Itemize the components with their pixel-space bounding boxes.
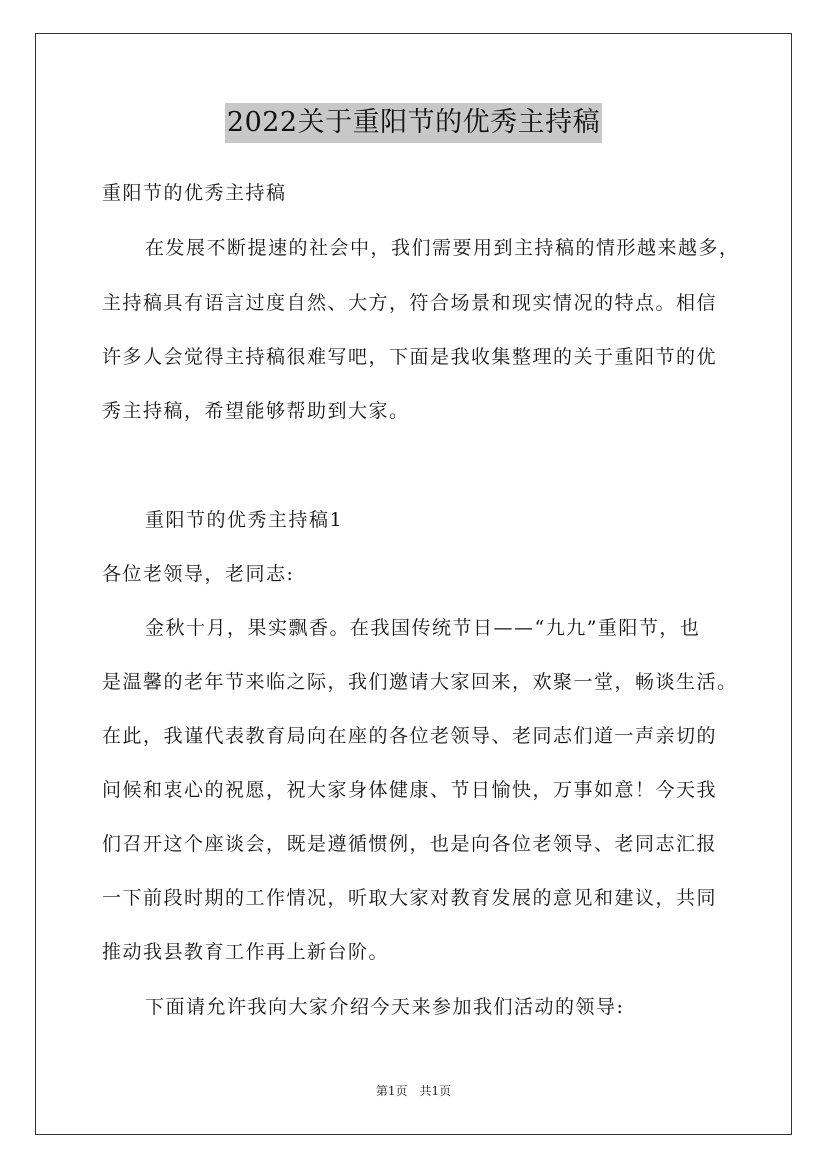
title-container <box>0 103 827 143</box>
paragraph-line: 下面请允许我向大家介绍今天来参加我们活动的领导: <box>145 996 625 1018</box>
page-footer: 第1页 共1页 <box>375 1084 452 1098</box>
paragraph-line: 金秋十月，果实飘香。在我国传统节日——“九九”重阳节，也 <box>145 617 701 639</box>
paragraph-line: 问候和衷心的祝愿，祝大家身体健康、节日愉快，万事如意！今天我 <box>102 779 718 801</box>
paragraph-line: 推动我县教育工作再上新台阶。 <box>102 941 390 963</box>
paragraph-line: 一下前段时期的工作情况，听取大家对教育发展的意见和建议，共同 <box>102 887 718 909</box>
paragraph-line: 是温馨的老年节来临之际，我们邀请大家回来，欢聚一堂，畅谈生活。 <box>102 671 738 693</box>
document-title: 2022关于重阳节的优秀主持稿 <box>225 103 602 143</box>
section-heading: 重阳节的优秀主持稿1 <box>145 509 344 531</box>
paragraph-line: 主持稿具有语言过度自然、大方，符合场景和现实情况的特点。相信 <box>102 292 718 314</box>
salutation-line: 各位老领导，老同志: <box>102 563 295 585</box>
paragraph-line: 在发展不断提速的社会中，我们需要用到主持稿的情形越来越多， <box>145 237 740 259</box>
subtitle-line: 重阳节的优秀主持稿 <box>102 182 287 204</box>
paragraph-line: 们召开这个座谈会，既是遵循惯例，也是向各位老领导、老同志汇报 <box>102 833 718 855</box>
paragraph-line: 在此，我谨代表教育局向在座的各位老领导、老同志们道一声亲切的 <box>102 725 718 747</box>
paragraph-line: 许多人会觉得主持稿很难写吧，下面是我收集整理的关于重阳节的优 <box>102 346 718 368</box>
paragraph-line: 秀主持稿，希望能够帮助到大家。 <box>102 400 410 422</box>
